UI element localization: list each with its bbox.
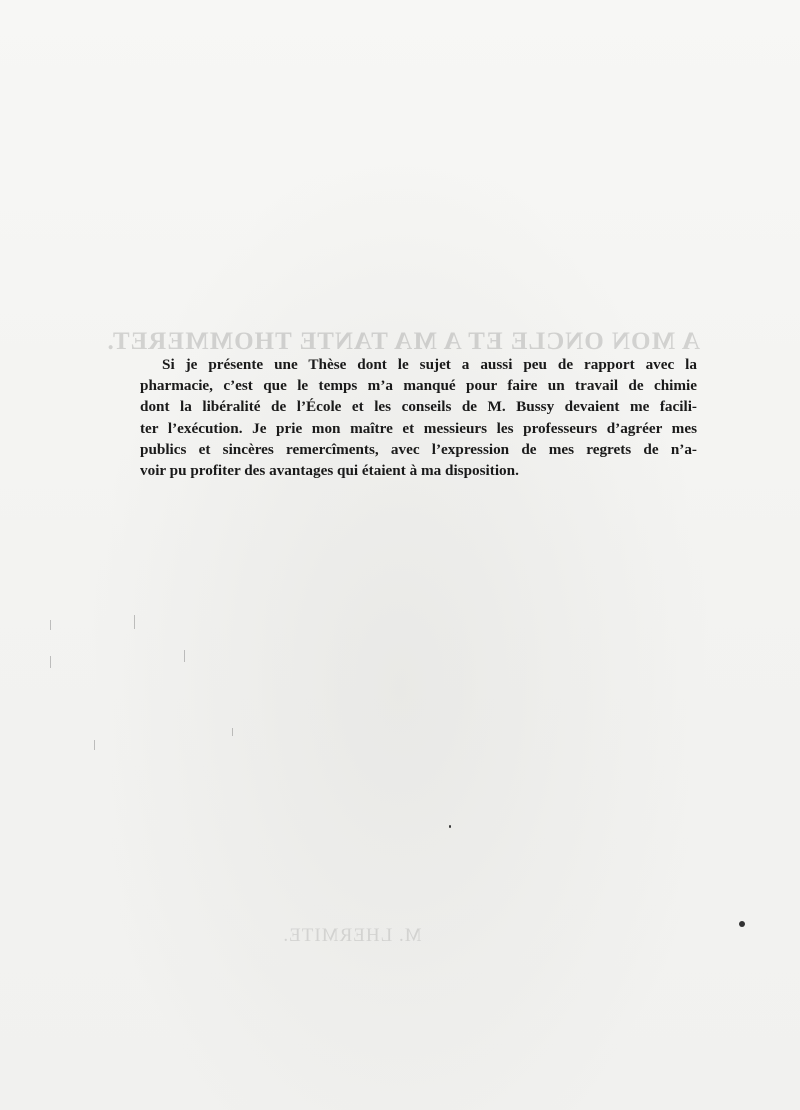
paper-speck <box>739 921 745 927</box>
paper-speck <box>449 825 451 828</box>
paper-mark <box>184 650 185 662</box>
paragraph-line: pharmacie, c’est que le temps m’a manqué pour faire un travail de chimie <box>140 377 697 395</box>
paragraph-line: dont la libéralité de l’École et les conseils de M. Bussy devaient me facili- <box>140 398 697 416</box>
paper-mark <box>94 740 95 750</box>
paper-mark <box>50 656 51 668</box>
thesis-preface-paragraph <box>140 354 697 481</box>
bleed-through-dedication: A MON ONCLE ET A MA TANTE THOMMERET. <box>106 328 700 355</box>
paragraph-line: ter l’exécution. Je prie mon maître et messieurs les professeurs d’agréer mes <box>140 419 697 437</box>
bleed-through-signature: M. LHERMITE. <box>282 925 422 946</box>
paragraph-line: Si je présente une Thèse dont le sujet a aussi peu de rapport avec la <box>162 356 697 373</box>
paper-mark <box>134 615 135 629</box>
paper-mark <box>50 620 51 630</box>
paper-mark <box>232 728 233 736</box>
paragraph-line: publics et sincères remercîments, avec l’expression de mes regrets de n’a- <box>140 440 697 458</box>
paragraph-line: voir pu profiter des avantages qui étaient à ma disposition. <box>140 462 519 480</box>
